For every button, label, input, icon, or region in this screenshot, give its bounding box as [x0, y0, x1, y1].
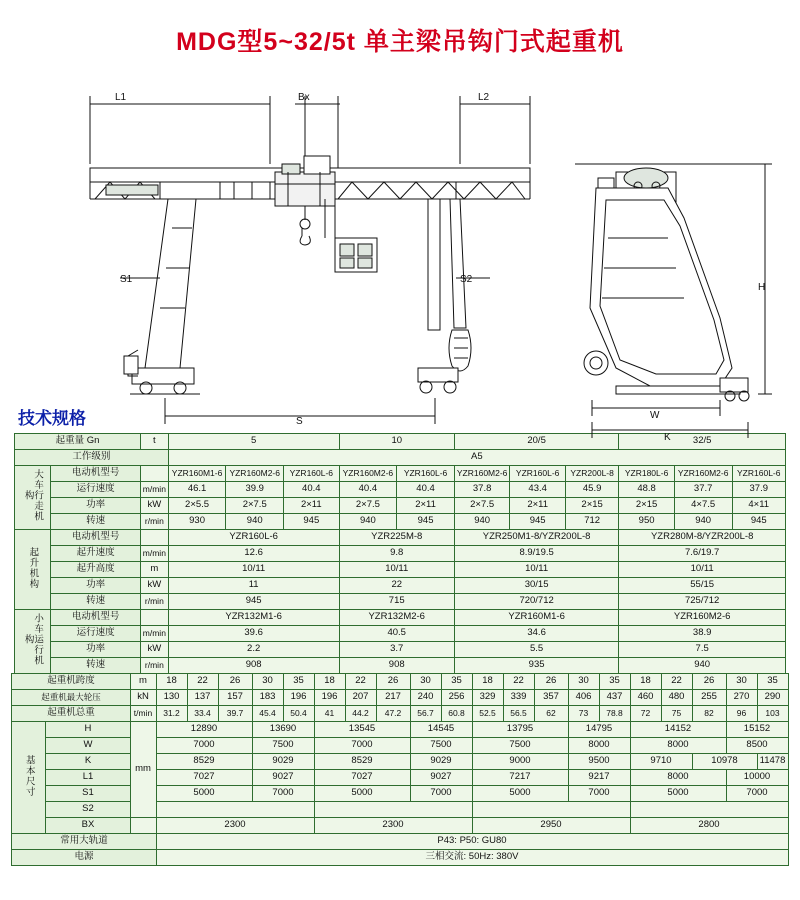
cell-wheelload-18: 270 — [726, 690, 757, 706]
cell-span-17: 26 — [692, 674, 726, 690]
cell-dim-L1-4: 7217 — [472, 770, 568, 786]
cell-travel-rpm-1: 940 — [226, 514, 284, 530]
cell-trolley-rpm-label: 转速 — [51, 658, 141, 674]
cell-trolley-rpm-1: 908 — [339, 658, 454, 674]
cell-span-label: 起重机跨度 — [12, 674, 130, 690]
group-trolley-label: 小车运行机构 — [15, 610, 51, 674]
cell-travel-rpm-6: 945 — [510, 514, 566, 530]
cell-wheelload-10: 329 — [472, 690, 503, 706]
cell-wheelload-4: 196 — [283, 690, 314, 706]
cell-span-18: 30 — [726, 674, 757, 690]
cell-travel-speed-10: 37.9 — [732, 482, 786, 498]
cell-totalweight-7: 47.2 — [376, 706, 410, 722]
cell-travel-motor-unit — [140, 466, 168, 482]
cell-wheelload-5: 196 — [314, 690, 345, 706]
cell-travel-rpm-3: 940 — [339, 514, 397, 530]
cell-travel-rpm-4: 945 — [397, 514, 455, 530]
cell-lift-capacity-unit: t — [140, 434, 168, 450]
cell-travel-motor-0: YZR160M1-6 — [168, 466, 226, 482]
cell-dim-K-label: K — [46, 754, 130, 770]
cell-span-8: 30 — [410, 674, 441, 690]
table-row — [15, 514, 786, 530]
cell-trolley-power-2: 5.5 — [454, 642, 618, 658]
spec-table-lower — [11, 673, 788, 866]
cell-dim-W-4: 7500 — [472, 738, 568, 754]
cell-trolley-power-1: 3.7 — [339, 642, 454, 658]
cell-trolley-rpm-0: 908 — [168, 658, 339, 674]
cell-totalweight-14: 78.8 — [599, 706, 630, 722]
cell-travel-motor-7: YZR200L-8 — [565, 466, 618, 482]
cell-hoist-rpm-2: 720/712 — [454, 594, 618, 610]
table-row — [15, 482, 786, 498]
cell-travel-power-unit: kW — [140, 498, 168, 514]
cell-dim-W-label: W — [46, 738, 130, 754]
cell-travel-power-0: 2×5.5 — [168, 498, 226, 514]
table-row — [15, 530, 786, 546]
cell-travel-power-10: 4×11 — [732, 498, 786, 514]
cell-span-5: 18 — [314, 674, 345, 690]
cell-travel-speed-3: 40.4 — [339, 482, 397, 498]
cell-dim-K-1: 9029 — [252, 754, 314, 770]
cell-dim-K-7: 10978 — [692, 754, 757, 770]
cell-wheelload-13: 406 — [568, 690, 599, 706]
table-row — [15, 578, 786, 594]
cell-wheelload-7: 217 — [376, 690, 410, 706]
cell-travel-rpm-9: 940 — [674, 514, 732, 530]
cell-totalweight-9: 60.8 — [441, 706, 472, 722]
table-row — [15, 562, 786, 578]
cell-dim-S2-0 — [156, 802, 314, 818]
cell-span-15: 18 — [630, 674, 661, 690]
cell-travel-rpm-0: 930 — [168, 514, 226, 530]
cell-wheelload-3: 183 — [252, 690, 283, 706]
cell-dim-S2-1 — [314, 802, 472, 818]
cell-hoist-rpm-1: 715 — [339, 594, 454, 610]
cell-wheelload-15: 460 — [630, 690, 661, 706]
cell-wheelload-unit: kN — [130, 690, 156, 706]
cell-totalweight-19: 103 — [757, 706, 788, 722]
cell-travel-rpm-label: 转速 — [51, 514, 141, 530]
cell-travel-power-label: 功率 — [51, 498, 141, 514]
table-row — [15, 626, 786, 642]
cell-trolley-power-unit: kW — [140, 642, 168, 658]
cell-totalweight-8: 56.7 — [410, 706, 441, 722]
table-row — [12, 722, 788, 738]
cell-wheelload-1: 137 — [187, 690, 218, 706]
cell-span-3: 30 — [252, 674, 283, 690]
table-row — [12, 706, 788, 722]
table-row — [15, 658, 786, 674]
cell-dim-K-5: 9500 — [568, 754, 630, 770]
cell-rail-value: P43: P50: GU80 — [156, 834, 788, 850]
cell-wheelload-9: 256 — [441, 690, 472, 706]
cell-capacity-10: 10 — [339, 434, 454, 450]
cell-hoist-rpm-3: 725/712 — [619, 594, 786, 610]
cell-dim-H-5: 14795 — [568, 722, 630, 738]
cell-totalweight-17: 82 — [692, 706, 726, 722]
cell-wheelload-0: 130 — [156, 690, 187, 706]
cell-trolley-speed-2: 34.6 — [454, 626, 618, 642]
cell-travel-speed-5: 37.8 — [454, 482, 510, 498]
cell-travel-motor-5: YZR160M2-6 — [454, 466, 510, 482]
table-row — [15, 466, 786, 482]
group-dims-label: 基本尺寸 — [12, 722, 46, 834]
cell-dim-L1-6: 8000 — [630, 770, 726, 786]
dim-label-H: H — [758, 282, 766, 293]
cell-travel-rpm-5: 940 — [454, 514, 510, 530]
cell-dim-BX-unit — [130, 818, 156, 834]
cell-hoist-rpm-0: 945 — [168, 594, 339, 610]
cell-trolley-power-label: 功率 — [51, 642, 141, 658]
cell-wheelload-16: 480 — [661, 690, 692, 706]
cell-work-class-value: A5 — [168, 450, 785, 466]
cell-travel-speed-4: 40.4 — [397, 482, 455, 498]
cell-travel-speed-label: 运行速度 — [51, 482, 141, 498]
dim-label-K: K — [664, 432, 671, 443]
cell-travel-speed-7: 45.9 — [565, 482, 618, 498]
spec-section-title: 技术规格 — [18, 409, 86, 428]
cell-travel-speed-2: 40.4 — [284, 482, 340, 498]
cell-travel-motor-1: YZR160M2-6 — [226, 466, 284, 482]
cell-travel-power-8: 2×15 — [619, 498, 675, 514]
cell-wheelload-label: 起重机最大轮压 — [12, 690, 130, 706]
cell-totalweight-3: 45.4 — [252, 706, 283, 722]
cell-travel-power-9: 4×7.5 — [674, 498, 732, 514]
cell-trolley-speed-unit: m/min — [140, 626, 168, 642]
page-title: MDG型5~32/5t 单主梁吊钩门式起重机 — [176, 28, 624, 56]
cell-travel-power-2: 2×11 — [284, 498, 340, 514]
cell-hoist-motor-1: YZR225M-8 — [339, 530, 454, 546]
cell-travel-rpm-7: 712 — [565, 514, 618, 530]
table-row — [15, 594, 786, 610]
group-travel-label: 大车行走机构 — [15, 466, 51, 530]
cell-dim-H-3: 14545 — [410, 722, 472, 738]
table-row — [12, 802, 788, 818]
cell-travel-rpm-unit: r/min — [140, 514, 168, 530]
cell-span-4: 35 — [283, 674, 314, 690]
cell-dim-S1-1: 7000 — [252, 786, 314, 802]
cell-capacity-5: 5 — [168, 434, 339, 450]
cell-span-10: 18 — [472, 674, 503, 690]
cell-dim-L1-label: L1 — [46, 770, 130, 786]
cell-trolley-speed-label: 运行速度 — [51, 626, 141, 642]
cell-dim-unit: mm — [130, 722, 156, 818]
cell-wheelload-17: 255 — [692, 690, 726, 706]
cell-totalweight-1: 33.4 — [187, 706, 218, 722]
cell-dim-H-7: 15152 — [726, 722, 788, 738]
cell-dim-S1-0: 5000 — [156, 786, 252, 802]
cell-dim-K-2: 8529 — [314, 754, 410, 770]
cell-dim-S2-label: S2 — [46, 802, 130, 818]
cell-dim-BX-2: 2950 — [472, 818, 630, 834]
cell-hoist-motor-label: 电动机型号 — [51, 530, 141, 546]
cell-trolley-speed-1: 40.5 — [339, 626, 454, 642]
cell-dim-K-4: 9000 — [472, 754, 568, 770]
table-row — [15, 610, 786, 626]
dim-label-S1: S1 — [120, 274, 133, 285]
cell-span-1: 22 — [187, 674, 218, 690]
cell-totalweight-0: 31.2 — [156, 706, 187, 722]
cell-dim-S1-label: S1 — [46, 786, 130, 802]
cell-power-supply-value: 三相交流: 50Hz: 380V — [156, 850, 788, 866]
cell-dim-K-8: 11478 — [757, 754, 788, 770]
cell-hoist-height-unit: m — [140, 562, 168, 578]
cell-totalweight-12: 62 — [534, 706, 568, 722]
cell-dim-H-1: 13690 — [252, 722, 314, 738]
cell-wheelload-6: 207 — [345, 690, 376, 706]
cell-span-0: 18 — [156, 674, 187, 690]
cell-dim-S1-5: 7000 — [568, 786, 630, 802]
cell-travel-motor-3: YZR160M2-6 — [339, 466, 397, 482]
cell-trolley-motor-3: YZR160M2-6 — [619, 610, 786, 626]
cell-dim-S1-3: 7000 — [410, 786, 472, 802]
cell-wheelload-11: 339 — [503, 690, 534, 706]
cell-trolley-speed-0: 39.6 — [168, 626, 339, 642]
dim-label-S: S — [296, 416, 303, 427]
cell-trolley-motor-label: 电动机型号 — [51, 610, 141, 626]
cell-hoist-power-2: 30/15 — [454, 578, 618, 594]
cell-travel-speed-unit: m/min — [140, 482, 168, 498]
dim-label-L2: L2 — [478, 92, 490, 103]
cell-dim-K-6: 9710 — [630, 754, 692, 770]
cell-dim-L1-2: 7027 — [314, 770, 410, 786]
cell-totalweight-4: 50.4 — [283, 706, 314, 722]
table-row — [12, 850, 788, 866]
cell-travel-motor-10: YZR160L-6 — [732, 466, 786, 482]
table-row — [15, 498, 786, 514]
cell-totalweight-18: 96 — [726, 706, 757, 722]
cell-wheelload-2: 157 — [218, 690, 252, 706]
cell-travel-motor-8: YZR180L-6 — [619, 466, 675, 482]
cell-hoist-height-3: 10/11 — [619, 562, 786, 578]
cell-hoist-height-2: 10/11 — [454, 562, 618, 578]
cell-hoist-speed-unit: m/min — [140, 546, 168, 562]
cell-dim-BX-1: 2300 — [314, 818, 472, 834]
table-row — [15, 642, 786, 658]
cell-hoist-speed-0: 12.6 — [168, 546, 339, 562]
table-row — [12, 754, 788, 770]
cell-hoist-speed-1: 9.8 — [339, 546, 454, 562]
cell-dim-K-3: 9029 — [410, 754, 472, 770]
cell-dim-L1-5: 9217 — [568, 770, 630, 786]
cell-trolley-motor-unit — [140, 610, 168, 626]
cell-travel-power-4: 2×11 — [397, 498, 455, 514]
cell-trolley-motor-1: YZR132M2-6 — [339, 610, 454, 626]
cell-dim-S2-2 — [472, 802, 630, 818]
cell-dim-W-5: 8000 — [568, 738, 630, 754]
cell-totalweight-11: 56.5 — [503, 706, 534, 722]
cell-power-supply-label: 电源 — [12, 850, 156, 866]
cell-totalweight-unit: t/min — [130, 706, 156, 722]
table-row — [12, 674, 788, 690]
cell-hoist-height-label: 起升高度 — [51, 562, 141, 578]
cell-totalweight-label: 起重机总重 — [12, 706, 130, 722]
table-row — [15, 546, 786, 562]
cell-totalweight-16: 75 — [661, 706, 692, 722]
cell-hoist-motor-2: YZR250M1-8/YZR200L-8 — [454, 530, 618, 546]
table-row — [15, 450, 786, 466]
cell-lift-capacity-label: 起重量 Gn — [15, 434, 141, 450]
table-row — [12, 690, 788, 706]
cell-trolley-rpm-2: 935 — [454, 658, 618, 674]
cell-totalweight-6: 44.2 — [345, 706, 376, 722]
cell-hoist-power-label: 功率 — [51, 578, 141, 594]
table-row — [12, 834, 788, 850]
cell-hoist-height-0: 10/11 — [168, 562, 339, 578]
cell-dim-BX-0: 2300 — [156, 818, 314, 834]
cell-totalweight-13: 73 — [568, 706, 599, 722]
cell-totalweight-2: 39.7 — [218, 706, 252, 722]
cell-travel-power-1: 2×7.5 — [226, 498, 284, 514]
dim-label-S2: S2 — [460, 274, 473, 285]
cell-hoist-motor-0: YZR160L-6 — [168, 530, 339, 546]
cell-travel-rpm-8: 950 — [619, 514, 675, 530]
cell-dim-H-6: 14152 — [630, 722, 726, 738]
cell-span-13: 30 — [568, 674, 599, 690]
cell-wheelload-8: 240 — [410, 690, 441, 706]
cell-trolley-power-3: 7.5 — [619, 642, 786, 658]
cell-totalweight-5: 41 — [314, 706, 345, 722]
cell-hoist-power-0: 11 — [168, 578, 339, 594]
cell-dim-W-3: 7500 — [410, 738, 472, 754]
cell-dim-S1-2: 5000 — [314, 786, 410, 802]
cell-span-9: 35 — [441, 674, 472, 690]
spec-table — [14, 433, 786, 674]
cell-span-unit: m — [130, 674, 156, 690]
cell-capacity-20-5: 20/5 — [454, 434, 618, 450]
cell-span-14: 35 — [599, 674, 630, 690]
cell-dim-H-label: H — [46, 722, 130, 738]
cell-dim-K-0: 8529 — [156, 754, 252, 770]
cell-span-6: 22 — [345, 674, 376, 690]
cell-totalweight-15: 72 — [630, 706, 661, 722]
cell-hoist-speed-3: 7.6/19.7 — [619, 546, 786, 562]
cell-trolley-speed-3: 38.9 — [619, 626, 786, 642]
cell-dim-S2-3 — [630, 802, 788, 818]
cell-travel-power-6: 2×11 — [510, 498, 566, 514]
cell-dim-W-2: 7000 — [314, 738, 410, 754]
cell-dim-S1-4: 5000 — [472, 786, 568, 802]
cell-hoist-power-unit: kW — [140, 578, 168, 594]
cell-travel-motor-label: 电动机型号 — [51, 466, 141, 482]
cell-dim-L1-1: 9027 — [252, 770, 314, 786]
cell-hoist-rpm-label: 转速 — [51, 594, 141, 610]
dim-label-Bx: Bx — [298, 92, 310, 103]
cell-trolley-rpm-unit: r/min — [140, 658, 168, 674]
dim-label-L1: L1 — [115, 92, 127, 103]
cell-span-19: 35 — [757, 674, 788, 690]
cell-travel-power-3: 2×7.5 — [339, 498, 397, 514]
cell-dim-H-0: 12890 — [156, 722, 252, 738]
table-row — [12, 738, 788, 754]
cell-span-2: 26 — [218, 674, 252, 690]
cell-rail-label: 常用大轨道 — [12, 834, 156, 850]
cell-travel-motor-9: YZR160M2-6 — [674, 466, 732, 482]
cell-hoist-speed-2: 8.9/19.5 — [454, 546, 618, 562]
cell-wheelload-19: 290 — [757, 690, 788, 706]
cell-travel-power-7: 2×15 — [565, 498, 618, 514]
table-row — [12, 818, 788, 834]
table-row — [12, 786, 788, 802]
cell-dim-L1-7: 10000 — [726, 770, 788, 786]
cell-hoist-power-3: 55/15 — [619, 578, 786, 594]
cell-span-11: 22 — [503, 674, 534, 690]
cell-dim-W-0: 7000 — [156, 738, 252, 754]
cell-dim-W-1: 7500 — [252, 738, 314, 754]
cell-dim-BX-label: BX — [46, 818, 130, 834]
cell-dim-BX-3: 2800 — [630, 818, 788, 834]
cell-hoist-power-1: 22 — [339, 578, 454, 594]
dim-label-W: W — [650, 410, 660, 421]
cell-trolley-power-0: 2.2 — [168, 642, 339, 658]
cell-totalweight-10: 52.5 — [472, 706, 503, 722]
cell-travel-rpm-2: 945 — [284, 514, 340, 530]
cell-travel-speed-9: 37.7 — [674, 482, 732, 498]
cell-work-class-label: 工作级别 — [15, 450, 169, 466]
group-hoist-label: 起升机构 — [15, 530, 51, 610]
cell-hoist-motor-3: YZR280M-8/YZR200L-8 — [619, 530, 786, 546]
cell-dim-W-6: 8000 — [630, 738, 726, 754]
cell-travel-speed-8: 48.8 — [619, 482, 675, 498]
cell-trolley-rpm-3: 940 — [619, 658, 786, 674]
cell-trolley-motor-0: YZR132M1-6 — [168, 610, 339, 626]
table-row — [12, 770, 788, 786]
cell-span-12: 26 — [534, 674, 568, 690]
cell-travel-motor-2: YZR160L-6 — [284, 466, 340, 482]
cell-capacity-32-5: 32/5 — [619, 434, 786, 450]
cell-wheelload-14: 437 — [599, 690, 630, 706]
cell-hoist-motor-unit — [140, 530, 168, 546]
cell-travel-speed-0: 46.1 — [168, 482, 226, 498]
cell-travel-motor-4: YZR160L-6 — [397, 466, 455, 482]
cell-travel-rpm-10: 945 — [732, 514, 786, 530]
cell-wheelload-12: 357 — [534, 690, 568, 706]
cell-dim-S1-7: 7000 — [726, 786, 788, 802]
cell-dim-H-4: 13795 — [472, 722, 568, 738]
cell-travel-motor-6: YZR160L-6 — [510, 466, 566, 482]
cell-hoist-height-1: 10/11 — [339, 562, 454, 578]
cell-hoist-rpm-unit: r/min — [140, 594, 168, 610]
cell-travel-speed-1: 39.9 — [226, 482, 284, 498]
cell-span-16: 22 — [661, 674, 692, 690]
cell-span-7: 26 — [376, 674, 410, 690]
cell-travel-power-5: 2×7.5 — [454, 498, 510, 514]
cell-trolley-motor-2: YZR160M1-6 — [454, 610, 618, 626]
cell-hoist-speed-label: 起升速度 — [51, 546, 141, 562]
cell-dim-L1-0: 7027 — [156, 770, 252, 786]
cell-dim-W-7: 8500 — [726, 738, 788, 754]
cell-dim-H-2: 13545 — [314, 722, 410, 738]
cell-travel-speed-6: 43.4 — [510, 482, 566, 498]
cell-dim-L1-3: 9027 — [410, 770, 472, 786]
cell-dim-S1-6: 5000 — [630, 786, 726, 802]
